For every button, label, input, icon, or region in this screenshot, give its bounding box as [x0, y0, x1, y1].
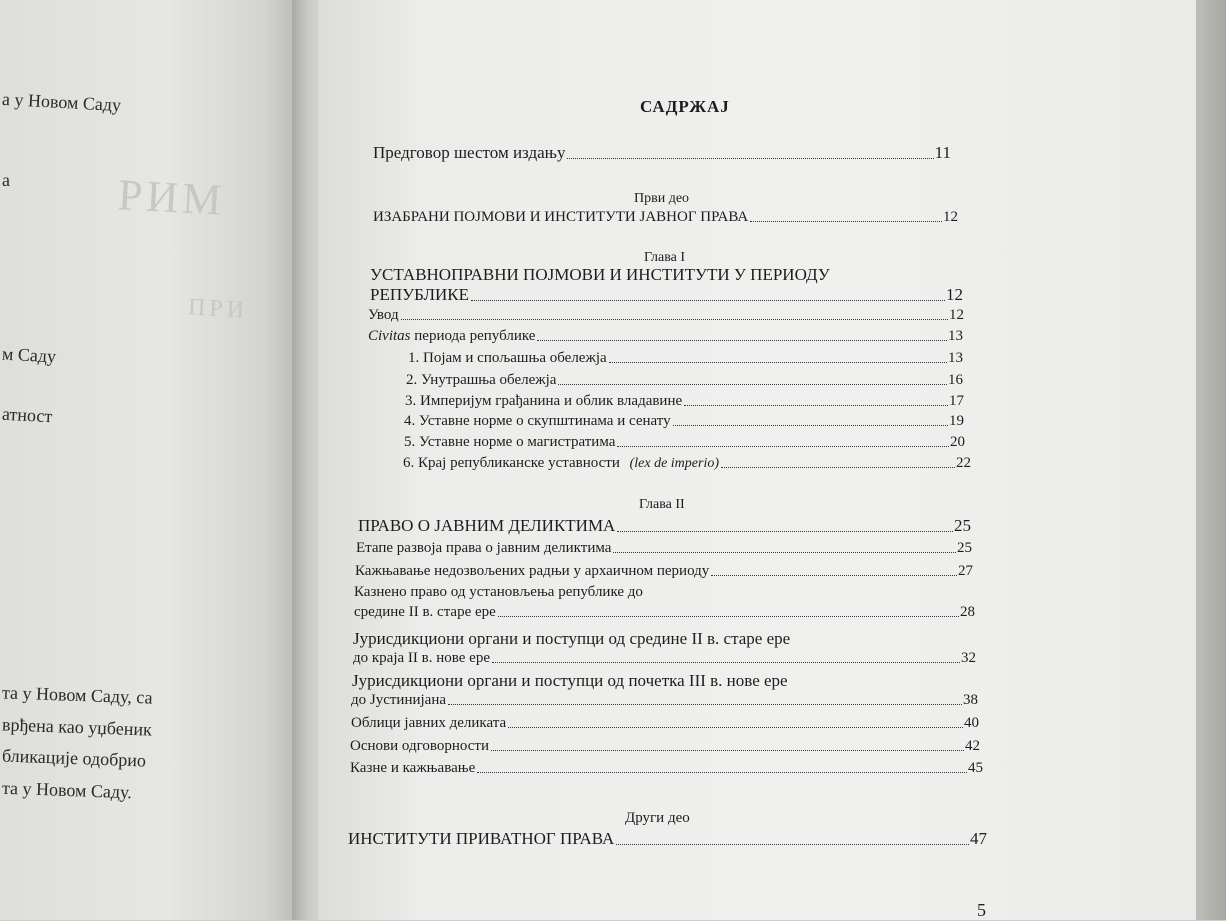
left-fragment-4: атност [1, 403, 53, 427]
ch2-e4-line1: Јурисдикциони органи и поступци од средине II в. старе ере [353, 629, 791, 648]
entry-page: 42 [965, 738, 980, 754]
toc-entry-ch2-e5 [351, 692, 978, 709]
part2-label: Други део [625, 810, 690, 826]
entry-page: 16 [948, 372, 963, 388]
entry-title: Облици јавних деликата [351, 715, 507, 731]
dot-leader [401, 319, 948, 320]
entry-page: 13 [948, 328, 963, 344]
chapter1-title-line1: УСТАВНОПРАВНИ ПОЈМОВИ И ИНСТИТУТИ У ПЕРИОДУ [370, 265, 830, 284]
left-fragment-2: а [2, 170, 10, 190]
dot-leader [721, 467, 955, 468]
left-fragment-8: та у Новом Саду. [1, 777, 133, 803]
entry-page: 11 [934, 143, 951, 162]
entry-title: ПРАВО О ЈАВНИМ ДЕЛИКТИМА [358, 516, 616, 535]
entry-page: 19 [949, 413, 964, 429]
toc-entry-ch2-e4 [353, 650, 976, 667]
entry-title: до краја II в. нове ере [353, 650, 490, 666]
toc-entry-part1 [373, 209, 958, 226]
toc-entry-ch1-item2 [406, 372, 963, 389]
entry-page: 45 [968, 760, 983, 776]
dot-leader [537, 340, 947, 341]
entry-page: 25 [954, 516, 971, 535]
entry-page: 12 [943, 209, 958, 225]
entry-page: 12 [946, 285, 963, 304]
toc-entry-ch1-item6 [403, 455, 971, 472]
entry-title: Етапе развоја права о јавним деликтима [356, 540, 612, 556]
ghost-text-1: РИМ [116, 170, 227, 225]
entry-page: 25 [957, 540, 972, 556]
left-fragment-1: а у Новом Саду [1, 88, 122, 116]
toc-entry-chapter1 [370, 285, 963, 305]
left-fragment-7: бликације одобрио [1, 745, 147, 771]
toc-entry-ch2-e6 [351, 715, 979, 732]
toc-entry-ch2-e8 [350, 760, 983, 777]
toc-entry-civitas [368, 328, 963, 345]
dot-leader [616, 844, 969, 845]
entry-page: 47 [970, 829, 987, 848]
left-page [0, 0, 300, 920]
entry-title: Предговор шестом издању [373, 143, 566, 162]
ch2-e5-line1: Јурисдикциони органи и поступци од почетка III в. нове ере [352, 671, 788, 690]
entry-title [403, 455, 719, 472]
dot-leader [448, 704, 962, 705]
dot-leader [617, 531, 953, 532]
toc-entry-ch1-item4 [404, 413, 964, 430]
entry-page: 38 [963, 692, 978, 708]
entry-title: 5. Уставне норме о магистратима [404, 434, 616, 450]
dot-leader [567, 158, 933, 159]
toc-entry-ch1-item1 [408, 350, 963, 367]
part1-label: Први део [634, 191, 690, 206]
ghost-text-2: ПРИ [187, 294, 249, 324]
dot-leader [498, 616, 959, 617]
entry-title [368, 328, 535, 345]
entry-title: 4. Уставне норме о скупштинама и сенату [404, 413, 671, 429]
toc-entry-intro [368, 307, 964, 324]
entry-page: 40 [964, 715, 979, 731]
dot-leader [609, 362, 947, 363]
entry-page: 27 [958, 563, 973, 579]
dot-leader [711, 575, 957, 576]
dot-leader [492, 662, 960, 663]
toc-entry-part2 [348, 829, 987, 849]
civitas-rest: периода републике [410, 328, 536, 344]
toc-entry-ch2-e1 [356, 540, 972, 557]
entry-page: 32 [961, 650, 976, 666]
toc-entry-ch2-e7 [350, 738, 980, 755]
item6-text: 6. Крај републиканске уставности [403, 455, 624, 471]
dot-leader [471, 300, 945, 301]
dot-leader [508, 727, 963, 728]
dot-leader [673, 425, 948, 426]
entry-page: 17 [949, 393, 964, 409]
page-edge [1196, 0, 1226, 920]
entry-title: ИНСТИТУТИ ПРИВАТНОГ ПРАВА [348, 829, 615, 848]
entry-page: 20 [950, 434, 965, 450]
entry-title: 3. Империјум грађанина и облик владавине [405, 393, 683, 409]
toc-entry-preface [373, 143, 951, 163]
item6-italic: (lex de imperio) [629, 456, 720, 471]
dot-leader [613, 552, 956, 553]
toc-entry-ch1-item3 [405, 393, 964, 410]
toc-entry-chapter2 [358, 516, 971, 536]
dot-leader [617, 446, 949, 447]
toc-entry-ch2-e3 [354, 604, 975, 621]
entry-title: средине II в. старе ере [354, 604, 496, 620]
entry-page: 28 [960, 604, 975, 620]
dot-leader [491, 750, 964, 751]
entry-title: Увод [368, 307, 399, 323]
entry-title: ИЗАБРАНИ ПОЈМОВИ И ИНСТИТУТИ ЈАВНОГ ПРАВА [373, 209, 749, 225]
entry-title: 1. Појам и спољашња обележја [408, 350, 607, 366]
entry-title: Казне и кажњавање [350, 760, 476, 776]
entry-page: 22 [956, 455, 971, 471]
left-fragment-5: та у Новом Саду, са [1, 682, 153, 708]
dot-leader [477, 772, 967, 773]
civitas-italic: Civitas [368, 328, 411, 344]
toc-title: САДРЖАЈ [640, 97, 730, 116]
left-fragment-6: врђена као уџбеник [1, 714, 153, 740]
left-fragment-3: м Саду [1, 343, 57, 367]
entry-title: РЕПУБЛИКЕ [370, 285, 470, 304]
toc-entry-ch2-e2 [355, 563, 973, 580]
chapter2-label: Глава II [639, 497, 685, 512]
entry-page: 13 [948, 350, 963, 366]
dot-leader [750, 221, 942, 222]
entry-title: 2. Унутрашња обележја [406, 372, 557, 388]
entry-page: 12 [949, 307, 964, 323]
ch2-e3-line1: Казнено право од установљења републике до [354, 584, 643, 600]
page-number: 5 [977, 900, 986, 920]
chapter1-label: Глава I [644, 250, 686, 265]
dot-leader [684, 405, 948, 406]
entry-title: до Јустинијана [351, 692, 447, 708]
entry-title: Кажњавање недозвољених радњи у архаичном периоду [355, 563, 710, 579]
toc-entry-ch1-item5 [404, 434, 965, 451]
dot-leader [558, 384, 947, 385]
entry-title: Основи одговорности [350, 738, 489, 754]
